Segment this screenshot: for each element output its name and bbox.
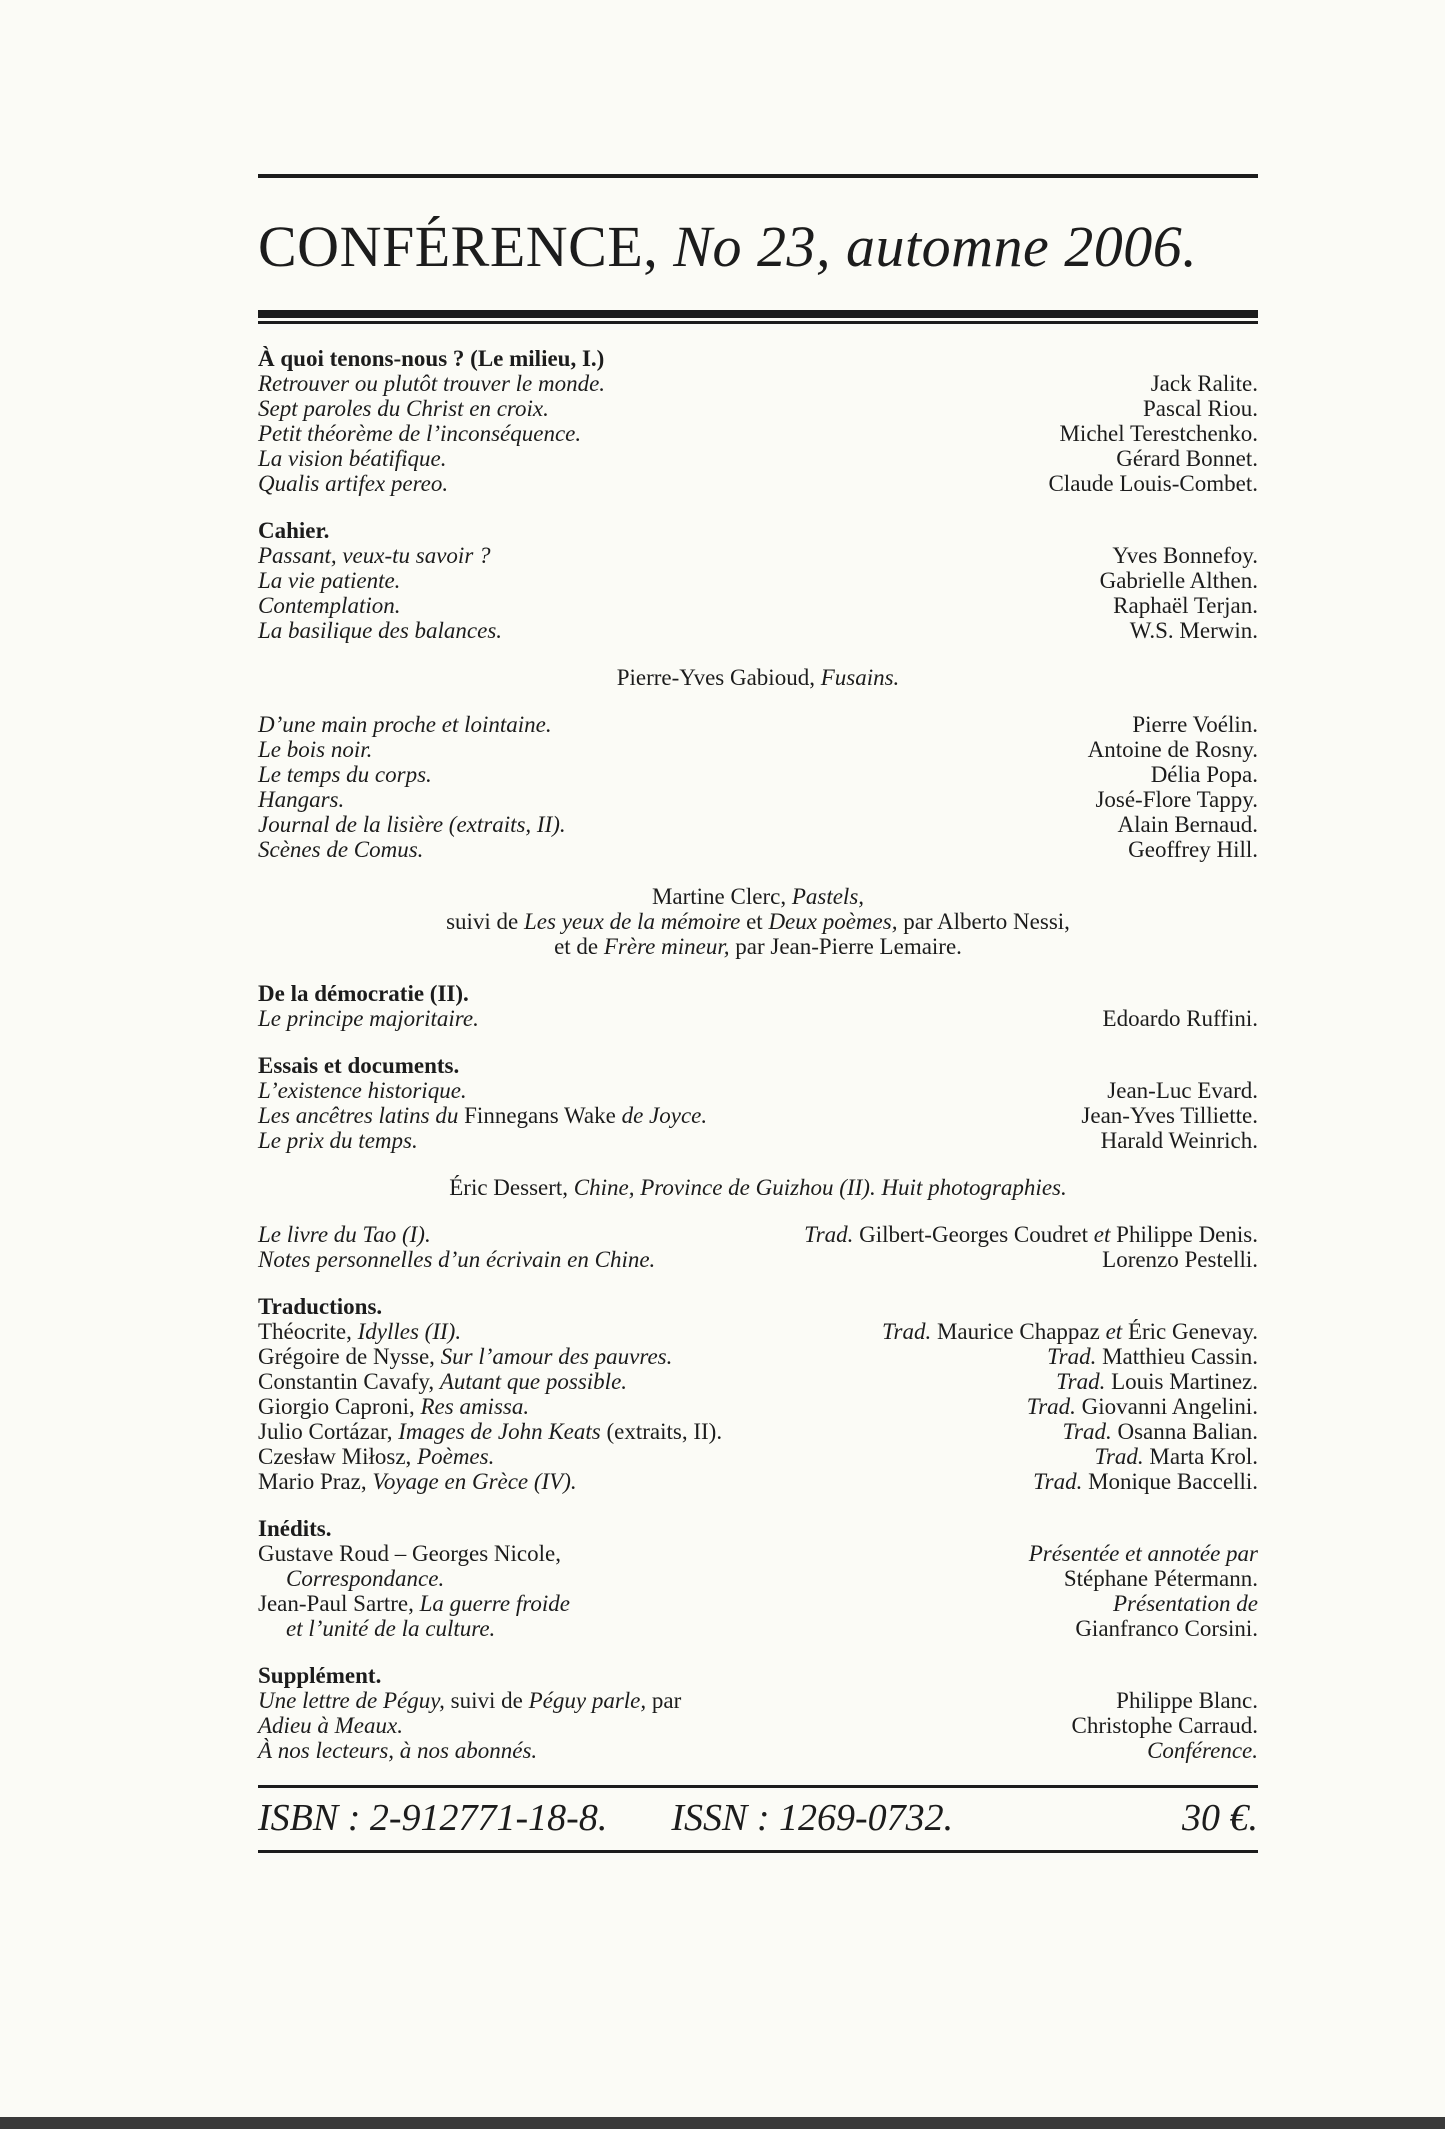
list-item: Sept paroles du Christ en croix. Pascal Riou. — [258, 396, 1258, 421]
section-inedits — [258, 1516, 1258, 1641]
section-heading: Essais et documents. — [258, 1053, 460, 1078]
section-milieu — [258, 346, 1258, 496]
footer-top-rule — [258, 1785, 1258, 1788]
list-item: Mario Praz, Voyage en Grèce (IV). Trad. Monique Baccelli. — [258, 1469, 1258, 1494]
list-item: Journal de la lisière (extraits, II). Alain Bernaud. — [258, 812, 1258, 837]
title-main: CONFÉRENCE, — [258, 214, 659, 279]
gabioud-line: Pierre-Yves Gabioud, Fusains. — [616, 665, 900, 690]
list-item: Notes personnelles d’un écrivain en Chine. Lorenzo Pestelli. — [258, 1247, 1258, 1272]
list-item: Hangars. José-Flore Tappy. — [258, 787, 1258, 812]
list-item: et l’unité de la culture. Gianfranco Corsini. — [286, 1616, 1258, 1641]
price: 30 €. — [1182, 1797, 1258, 1839]
list-item: Le prix du temps. Harald Weinrich. — [258, 1128, 1258, 1153]
list-item: Julio Cortázar, Images de John Keats (extraits, II). Trad. Osanna Balian. — [258, 1419, 1258, 1444]
page-title — [258, 214, 1258, 294]
contents-list — [258, 346, 1258, 1763]
list-item: L’existence historique. Jean-Luc Evard. — [258, 1078, 1258, 1103]
list-item: Contemplation. Raphaël Terjan. — [258, 593, 1258, 618]
list-item: Czesław Miłosz, Poèmes. Trad. Marta Krol. — [258, 1444, 1258, 1469]
list-item: Correspondance. Stéphane Pétermann. — [286, 1566, 1258, 1591]
isbn: ISBN : 2-912771-18-8. — [258, 1797, 608, 1839]
list-item: La vie patiente. Gabrielle Althen. — [258, 568, 1258, 593]
section-heading: Inédits. — [258, 1516, 332, 1541]
list-item: Les ancêtres latins du Finnegans Wake de Joyce. Jean-Yves Tilliette. — [258, 1103, 1258, 1128]
list-item: Gustave Roud – Georges Nicole, Présentée et annotée par — [258, 1541, 1258, 1566]
section-heading: À quoi tenons-nous ? (Le milieu, I.) — [258, 346, 605, 371]
list-item: Le livre du Tao (I). Trad. Gilbert-Georges Coudret et Philippe Denis. — [258, 1222, 1258, 1247]
section-heading: Supplément. — [258, 1663, 382, 1688]
footer — [258, 1796, 1258, 1844]
section-heading: De la démocratie (II). — [258, 981, 469, 1006]
title-season: automne 2006. — [845, 214, 1198, 279]
list-item: Retrouver ou plutôt trouver le monde. Jack Ralite. — [258, 371, 1258, 396]
list-item: Jean-Paul Sartre, La guerre froide Présentation de — [258, 1591, 1258, 1616]
list-item: Le bois noir. Antoine de Rosny. — [258, 737, 1258, 762]
list-item: Le principe majoritaire. Edoardo Ruffini. — [258, 1006, 1258, 1031]
section-supplement — [258, 1663, 1258, 1763]
section-traductions — [258, 1294, 1258, 1494]
clerc-block: Martine Clerc, Pastels, suivi de Les yeux de la mémoire et Deux poèmes, par Alberto Nessi, et de Frère mineur, par Jean-Pierre Lemaire. — [446, 884, 1070, 959]
list-item: Constantin Cavafy, Autant que possible. Trad. Louis Martinez. — [258, 1369, 1258, 1394]
list-item: Grégoire de Nysse, Sur l’amour des pauvres. Trad. Matthieu Cassin. — [258, 1344, 1258, 1369]
list-item: Théocrite, Idylles (II). Trad. Maurice Chappaz et Éric Genevay. — [258, 1319, 1258, 1344]
section-essais — [258, 1053, 1258, 1153]
dessert-line: Éric Dessert, Chine, Province de Guizhou (II). Huit photographies. — [449, 1175, 1067, 1200]
section-cahier — [258, 518, 1258, 643]
list-item: Adieu à Meaux. Christophe Carraud. — [258, 1713, 1258, 1738]
section-heading: Traductions. — [258, 1294, 383, 1319]
issn: ISSN : 1269-0732. — [671, 1797, 954, 1839]
section-heading: Cahier. — [258, 518, 330, 543]
list-item: D’une main proche et lointaine. Pierre Voélin. — [258, 712, 1258, 737]
list-item: Giorgio Caproni, Res amissa. Trad. Giovanni Angelini. — [258, 1394, 1258, 1419]
section-tao — [258, 1222, 1258, 1272]
section-democratie — [258, 981, 1258, 1031]
list-item: À nos lecteurs, à nos abonnés. Conférence. — [258, 1738, 1258, 1763]
list-item: Le temps du corps. Délia Popa. — [258, 762, 1258, 787]
list-item: La vision béatifique. Gérard Bonnet. — [258, 446, 1258, 471]
scan-edge — [0, 2117, 1445, 2129]
list-item: Petit théorème de l’inconséquence. Michel Terestchenko. — [258, 421, 1258, 446]
list-item: La basilique des balances. W.S. Merwin. — [258, 618, 1258, 643]
title-double-rule — [258, 310, 1258, 324]
list-item: Passant, veux-tu savoir ? Yves Bonnefoy. — [258, 543, 1258, 568]
table-of-contents-page — [258, 174, 1258, 1853]
title-number: No 23, — [673, 214, 831, 279]
list-item: Une lettre de Péguy, suivi de Péguy parle, par Philippe Blanc. — [258, 1688, 1258, 1713]
section-poems — [258, 712, 1258, 862]
footer-bottom-rule — [258, 1850, 1258, 1853]
top-rule — [258, 174, 1258, 178]
list-item: Scènes de Comus. Geoffrey Hill. — [258, 837, 1258, 862]
list-item: Qualis artifex pereo. Claude Louis-Combet. — [258, 471, 1258, 496]
